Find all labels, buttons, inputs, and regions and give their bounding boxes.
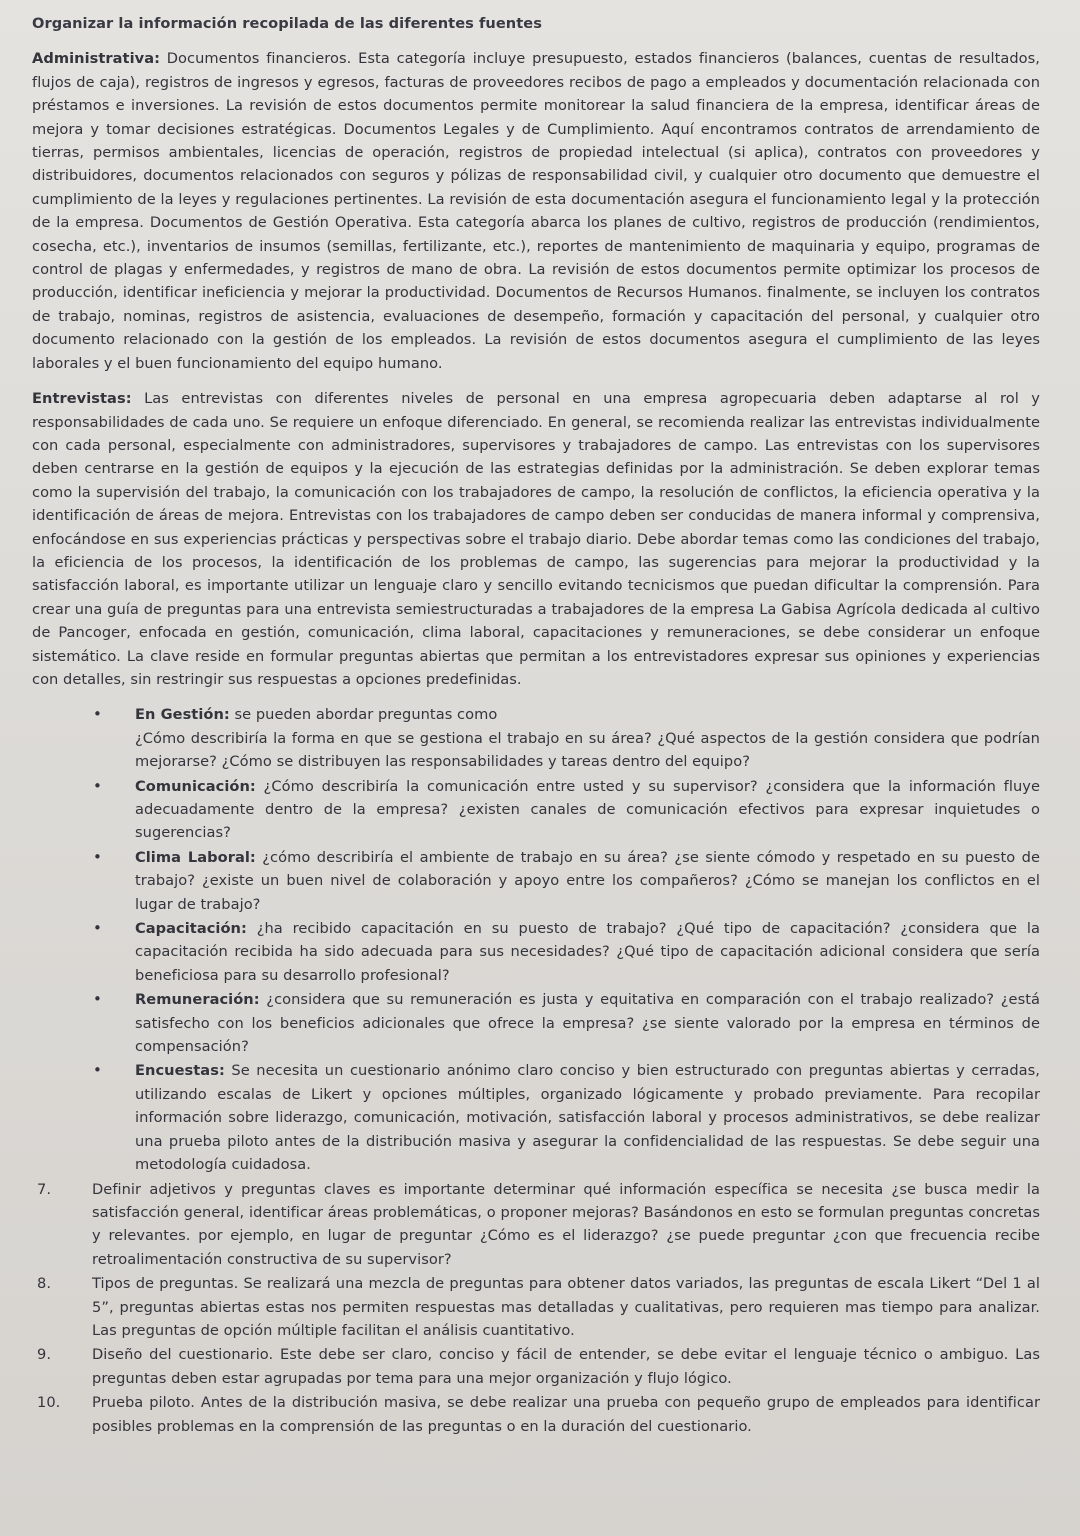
- topics-bullet-list: [32, 703, 1040, 1176]
- paragraph-administrativa: [32, 47, 1040, 375]
- numbered-steps-list: [32, 1178, 1040, 1438]
- bullet-lead: En Gestión:: [135, 706, 230, 724]
- bullet-lead: Clima Laboral:: [135, 848, 256, 866]
- bullet-lead: Capacitación:: [135, 920, 247, 938]
- step-item-9: [37, 1343, 1040, 1390]
- step-text: Diseño del cuestionario. Este debe ser claro, conciso y fácil de entender, se debe evitar el lenguaje técnico o ambiguo. Las preguntas deben estar agrupadas por tema para una mejor organización y flujo lógico.: [92, 1346, 1040, 1387]
- administrativa-lead: Administrativa:: [32, 50, 160, 68]
- step-item-7: [37, 1178, 1040, 1272]
- step-number: 10.: [37, 1394, 61, 1412]
- bullet-item-encuestas: [135, 1059, 1040, 1176]
- administrativa-text: Documentos financieros. Esta categoría incluye presupuesto, estados financieros (balances, cuentas de resultados, flujos de caja), registros de ingresos y egresos, facturas de proveedores recibos de pago a empleados y documentación relacionada con préstamos e inversiones. La revisión de estos documentos permite monitorear la salud financiera de la empresa, identificar áreas de mejora y tomar decisiones estratégicas. Documentos Legales y de Cumplimiento. Aquí encontramos contratos de arrendamiento de tierras, permisos ambientales, licencias de operación, registros de propiedad intelectual (si aplica), contratos con proveedores y distribuidores, documentos relacionados con seguros y pólizas de responsabilidad civil, y cualquier otro documento que demuestre el cumplimiento de la leyes y regulaciones pertinentes. La revisión de esta documentación asegura el funcionamiento legal y la protección de la empresa. Documentos de Gestión Operativa. Esta categoría abarca los planes de cultivo, registros de producción (rendimientos, cosecha, etc.), inventarios de insumos (semillas, fertilizante, etc.), reportes de mantenimiento de maquinaria y equipo, programas de control de plagas y enfermedades, y registros de mano de obra. La revisión de estos documentos permite optimizar los procesos de producción, identificar ineficiencia y mejorar la productividad. Documentos de Recursos Humanos. finalmente, se incluyen los contratos de trabajo, nominas, registros de asistencia, evaluaciones de desempeño, formación y capacitación del personal, y cualquier otro documento relacionado con la gestión de los empleados. La revisión de estos documentos asegura el cumplimiento de las leyes laborales y el buen funcionamiento del equipo humano.: [32, 50, 1040, 372]
- bullet-item-clima-laboral: [135, 846, 1040, 916]
- step-text: Definir adjetivos y preguntas claves es importante determinar qué información específica se necesita ¿se busca medir la satisfacción general, identificar áreas problemáticas, o proponer mejoras? Basándonos en esto se formulan preguntas concretas y relevantes. por ejemplo, en lugar de preguntar ¿Cómo es el liderazgo? ¿se puede preguntar ¿con que frecuencia recibe retroalimentación constructiva de su supervisor?: [92, 1180, 1040, 1268]
- step-text: Prueba piloto. Antes de la distribución masiva, se debe realizar una prueba con pequeño grupo de empleados para identificar posibles problemas en la comprensión de las preguntas o en la duración del cuestionario.: [92, 1394, 1040, 1435]
- bullet-item-comunicacion: [135, 775, 1040, 845]
- step-number: 8.: [37, 1275, 52, 1293]
- paragraph-entrevistas: [32, 387, 1040, 691]
- bullet-text: ¿considera que su remuneración es justa y equitativa en comparación con el trabajo realizado? ¿está satisfecho con los beneficios adicionales que ofrece la empresa? ¿se siente valorado por la empresa en términos de compensación?: [135, 991, 1040, 1056]
- bullet-item-remuneracion: [135, 988, 1040, 1058]
- bullet-extra-text: ¿Cómo describiría la forma en que se gestiona el trabajo en su área? ¿Qué aspectos de la gestión considera que podrían mejorarse? ¿Cómo se distribuyen las responsabilidades y tareas dentro del equipo?: [135, 729, 1040, 771]
- step-item-10: [37, 1391, 1040, 1438]
- bullet-text: ¿Cómo describiría la comunicación entre usted y su supervisor? ¿considera que la información fluye adecuadamente dentro de la empresa? ¿existen canales de comunicación efectivos para expresar inquietudes o sugerencias?: [135, 777, 1040, 842]
- bullet-item-gestion: [135, 703, 1040, 773]
- bullet-lead: Comunicación:: [135, 777, 256, 795]
- entrevistas-text: Las entrevistas con diferentes niveles de personal en una empresa agropecuaria deben adaptarse al rol y responsabilidades de cada uno. Se requiere un enfoque diferenciado. En general, se recomienda realizar las entrevistas individualmente con cada personal, especialmente con administradores, supervisores y trabajadores de campo. Las entrevistas con los supervisores deben centrarse en la gestión de equipos y la ejecución de las estrategias definidas por la administración. Se deben explorar temas como la supervisión del trabajo, la comunicación con los trabajadores de campo, la resolución de conflictos, la eficiencia operativa y la identificación de áreas de mejora. Entrevistas con los trabajadores de campo deben ser conducidas de manera informal y comprensiva, enfocándose en sus experiencias prácticas y perspectivas sobre el trabajo diario. Debe abordar temas como las condiciones del trabajo, la eficiencia de los procesos, la identificación de los problemas de campo, las sugerencias para mejorar la productividad y la satisfacción laboral, es importante utilizar un lenguaje claro y sencillo evitando tecnicismos que puedan dificultar la comprensión. Para crear una guía de preguntas para una entrevista semiestructuradas a trabajadores de la empresa La Gabisa Agrícola dedicada al cultivo de Pancoger, enfocada en gestión, comunicación, clima laboral, capacitaciones y remuneraciones, se debe considerar un enfoque sistemático. La clave reside en formular preguntas abiertas que permitan a los entrevistadores expresar sus opiniones y experiencias con detalles, sin restringir sus respuestas a opciones predefinidas.: [32, 390, 1040, 688]
- bullet-lead: Encuestas:: [135, 1062, 225, 1080]
- step-number: 9.: [37, 1346, 52, 1364]
- bullet-text: ¿cómo describiría el ambiente de trabajo en su área? ¿se siente cómodo y respetado en su puesto de trabajo? ¿existe un buen nivel de colaboración y apoyo entre los compañeros? ¿Cómo se manejan los conflictos en el lugar de trabajo?: [135, 848, 1040, 913]
- page-title: Organizar la información recopilada de las diferentes fuentes: [32, 15, 542, 32]
- bullet-item-capacitacion: [135, 917, 1040, 987]
- bullet-text: se pueden abordar preguntas como: [229, 706, 498, 724]
- step-number: 7.: [37, 1180, 52, 1198]
- step-item-8: [37, 1272, 1040, 1342]
- bullet-text: Se necesita un cuestionario anónimo claro conciso y bien estructurado con preguntas abiertas y cerradas, utilizando escalas de Likert y opciones múltiples, organizado lógicamente y probado previamente. Para recopilar información sobre liderazgo, comunicación, motivación, satisfacción laboral y procesos administrativos, se debe realizar una prueba piloto antes de la distribución masiva y asegurar la confidencialidad de las respuestas. Se debe seguir una metodología cuidadosa.: [135, 1062, 1040, 1174]
- bullet-lead: Remuneración:: [135, 991, 260, 1009]
- step-text: Tipos de preguntas. Se realizará una mezcla de preguntas para obtener datos variados, las preguntas de escala Likert “Del 1 al 5”, preguntas abiertas estas nos permiten respuestas mas detalladas y cualitativas, pero requieren mas tiempo para analizar. Las preguntas de opción múltiple facilitan el análisis cuantitativo.: [92, 1275, 1040, 1339]
- entrevistas-lead: Entrevistas:: [32, 390, 132, 408]
- bullet-text: ¿ha recibido capacitación en su puesto de trabajo? ¿Qué tipo de capacitación? ¿considera que la capacitación recibida ha sido adecuada para sus necesidades? ¿Qué tipo de capacitación adicional considera que sería beneficiosa para su desarrollo profesional?: [135, 920, 1040, 984]
